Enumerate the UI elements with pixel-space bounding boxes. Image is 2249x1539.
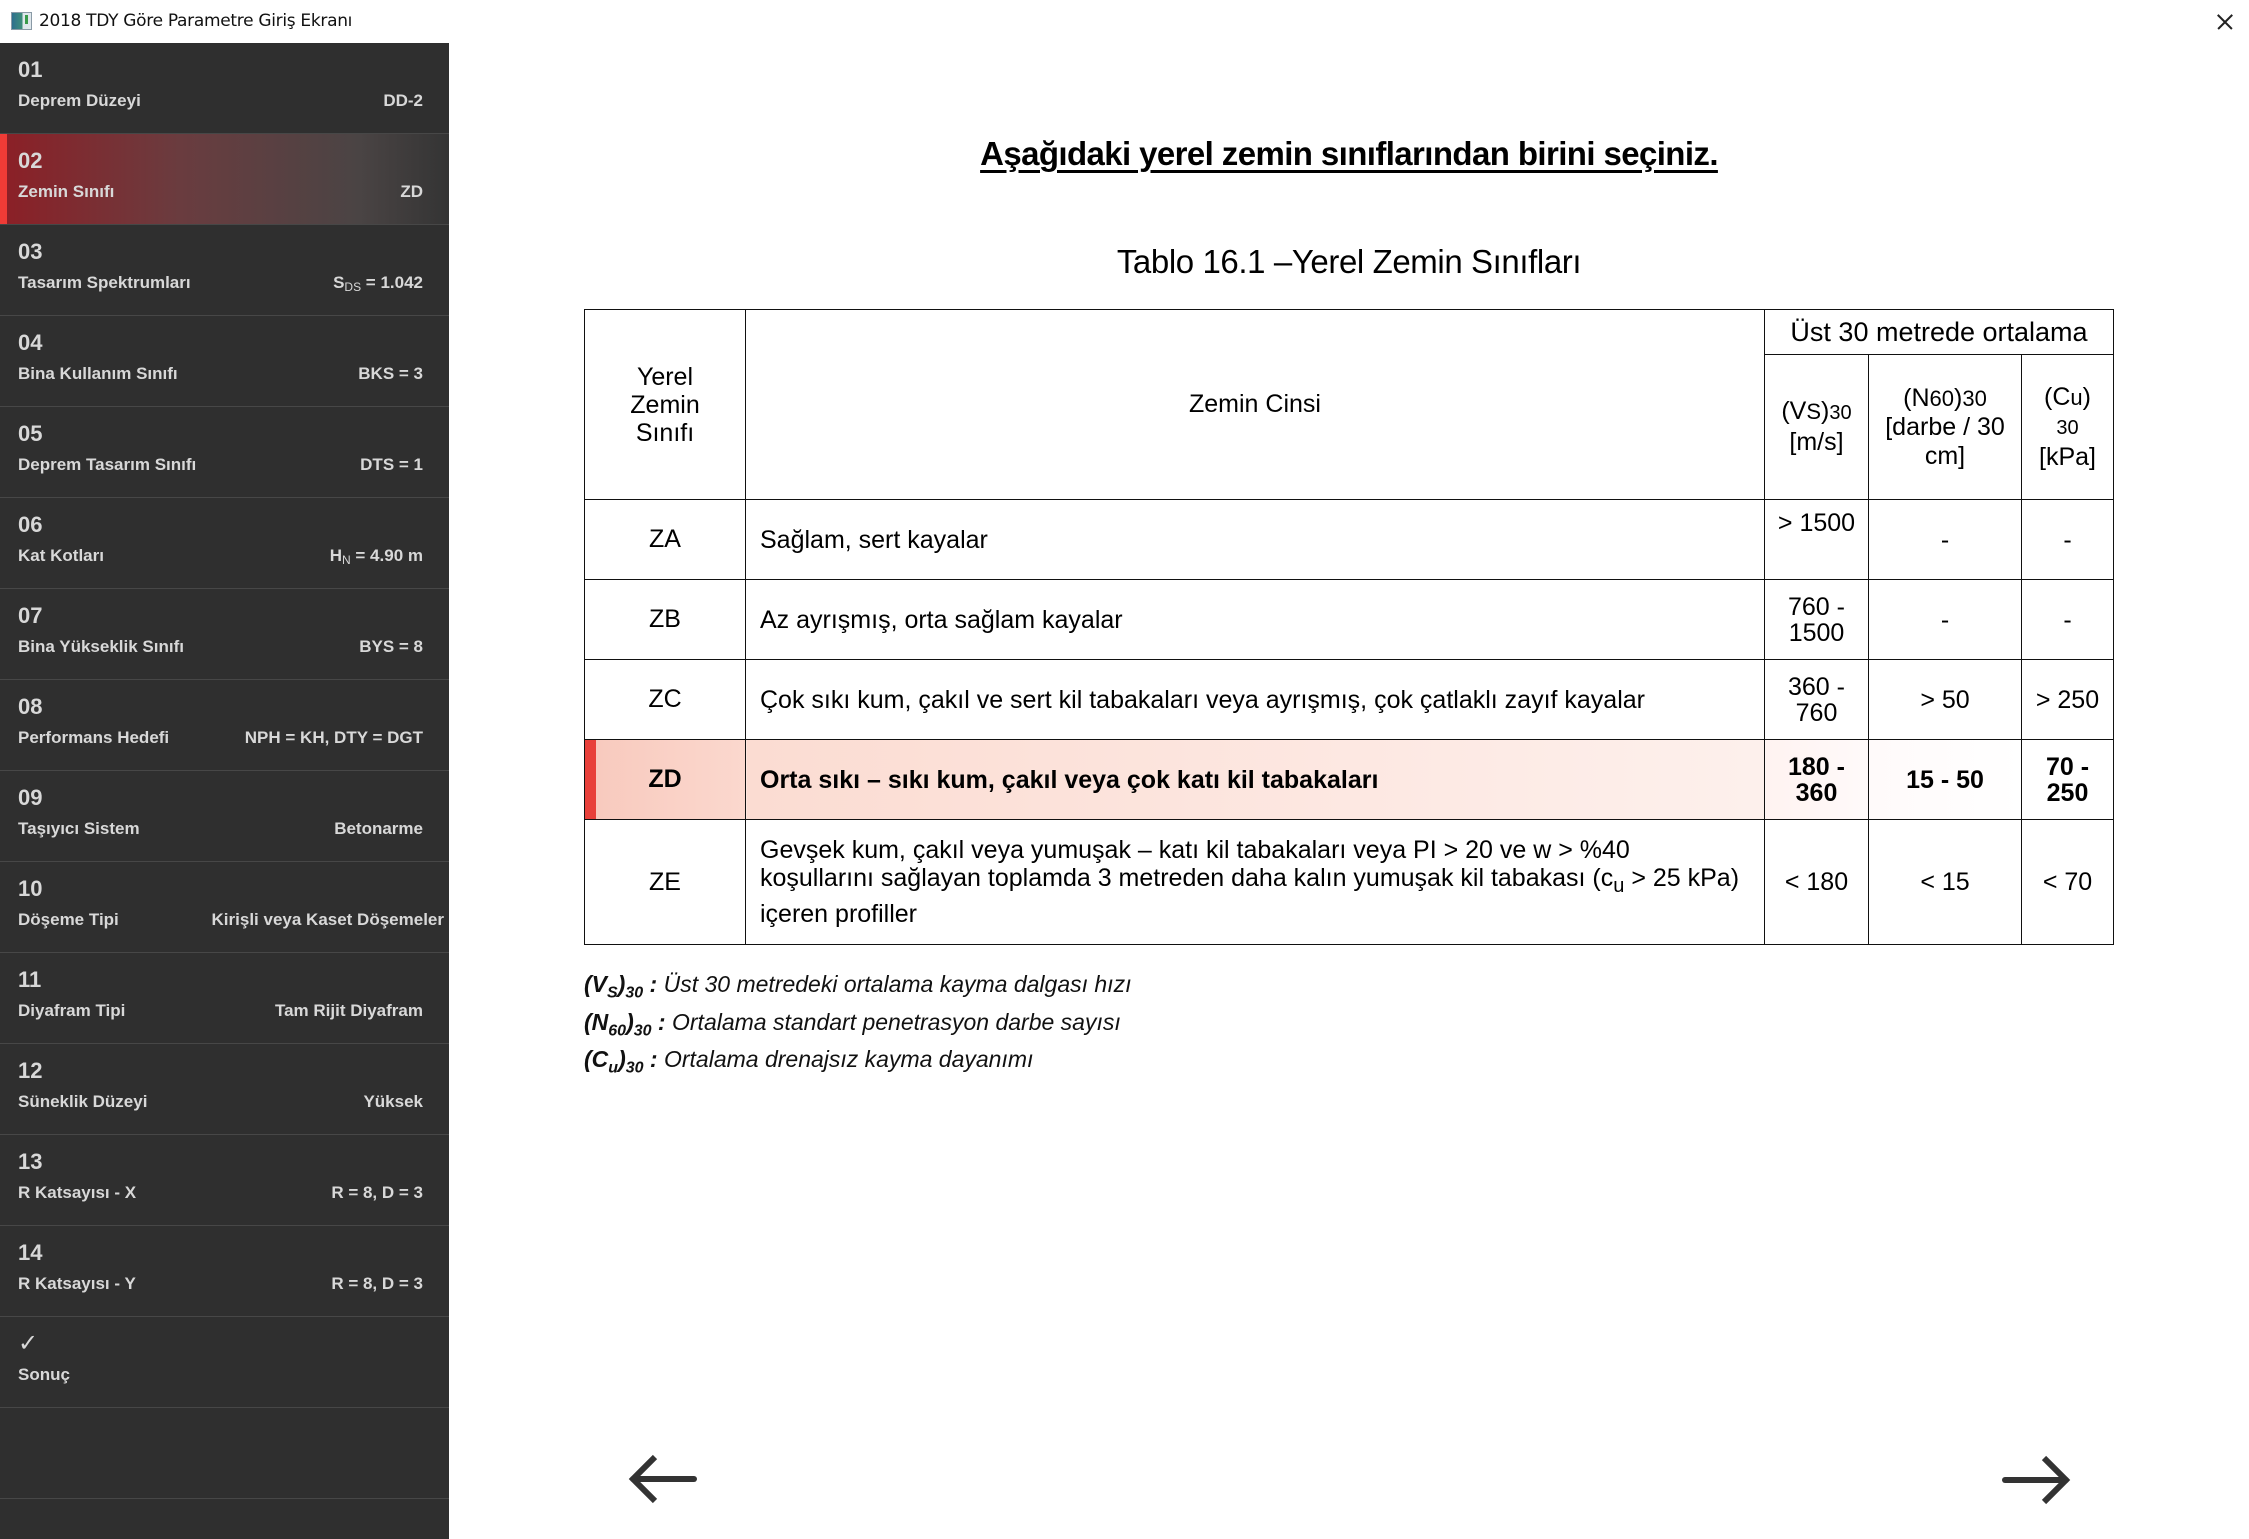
sidebar-item-tasiyici-sistem[interactable] xyxy=(0,771,449,862)
cell-line: > 25 kPa) xyxy=(1624,864,1740,892)
sidebar-item-suneklik-duzeyi[interactable] xyxy=(0,1044,449,1135)
note-text: Ortalama standart penetrasyon darbe sayısı xyxy=(672,1008,1121,1035)
cell-line: 760 - xyxy=(1788,592,1845,621)
instruction-text: Aşağıdaki yerel zemin sınıflarından birini seçiniz. xyxy=(980,135,1718,172)
step-label: Deprem Tasarım Sınıfı xyxy=(18,455,197,474)
cell-description: Orta sıkı – sıkı kum, çakıl veya çok katı kil tabakaları xyxy=(746,740,1765,820)
value-number: = 1.042 xyxy=(361,273,423,292)
step-number: 08 xyxy=(18,694,43,719)
cell-line: 360 xyxy=(1795,778,1838,807)
header-n60-30 xyxy=(1869,355,2022,500)
header-soil-class xyxy=(585,310,746,500)
cell-line: Gevşek kum, çakıl veya yumuşak – katı kil tabakaları veya PI > 20 ve w > %40 xyxy=(760,836,1630,864)
step-number: 11 xyxy=(18,967,42,992)
header-symbol-sub: 30 xyxy=(2056,416,2079,439)
header-unit: [kPa] xyxy=(2039,442,2096,471)
step-number: 14 xyxy=(18,1240,43,1265)
step-number: 12 xyxy=(18,1058,43,1083)
note-symbol: (V xyxy=(584,971,607,997)
sidebar-item-bina-kullanim-sinifi[interactable] xyxy=(0,316,449,407)
step-number: 07 xyxy=(18,603,43,628)
note-separator: : xyxy=(651,1008,672,1035)
note-subscript: 30 xyxy=(625,1059,644,1077)
soil-class-table xyxy=(584,309,2114,945)
cell-cu: - xyxy=(2022,500,2114,580)
sidebar xyxy=(0,43,449,1539)
cell-n60: - xyxy=(1869,500,2022,580)
cell-line: koşullarını sağlayan toplamda 3 metreden daha kalın yumuşak kil tabakası (c xyxy=(760,864,1614,892)
note-text: Üst 30 metredeki ortalama kayma dalgası hızı xyxy=(663,971,1132,997)
cell-class: ZC xyxy=(585,660,746,740)
sidebar-item-bina-yukseklik-sinifi[interactable] xyxy=(0,589,449,680)
step-value: DTS = 1 xyxy=(360,455,423,474)
sidebar-item-zemin-sinifi[interactable] xyxy=(0,134,449,225)
note-separator: : xyxy=(643,1046,664,1073)
step-label: Süneklik Düzeyi xyxy=(18,1092,148,1111)
sidebar-item-r-katsayisi-x[interactable] xyxy=(0,1135,449,1226)
step-label: Deprem Düzeyi xyxy=(18,91,141,110)
sidebar-item-diyafram-tipi[interactable] xyxy=(0,953,449,1044)
note-separator: : xyxy=(643,971,664,997)
step-label: Döşeme Tipi xyxy=(18,910,119,929)
step-label: Bina Yükseklik Sınıfı xyxy=(18,637,184,656)
sidebar-item-kat-kotlari[interactable] xyxy=(0,498,449,589)
arrow-left-icon xyxy=(627,1452,699,1508)
cell-cu: < 70 xyxy=(2022,820,2114,945)
sidebar-item-sonuc[interactable] xyxy=(0,1317,449,1408)
footnote-n60 xyxy=(584,1008,1131,1046)
cell-vs30: < 180 xyxy=(1765,820,1869,945)
step-number: 06 xyxy=(18,512,43,537)
cell-class: ZE xyxy=(585,820,746,945)
step-value: NPH = KH, DTY = DGT xyxy=(244,728,423,747)
cell-class: ZB xyxy=(585,580,746,660)
header-soil-type: Zemin Cinsi xyxy=(746,310,1765,500)
next-button[interactable] xyxy=(2000,1452,2072,1508)
cell-description: Sağlam, sert kayalar xyxy=(746,500,1765,580)
app-icon xyxy=(11,12,32,30)
header-group-average: Üst 30 metrede ortalama xyxy=(1765,310,2114,355)
step-label: Bina Kullanım Sınıfı xyxy=(18,364,178,383)
note-symbol: (N xyxy=(584,1008,609,1035)
step-number: 10 xyxy=(18,876,43,901)
note-symbol: ) xyxy=(618,1046,626,1073)
cell-description xyxy=(746,820,1765,945)
step-number: 09 xyxy=(18,785,43,810)
header-symbol: ) xyxy=(2082,382,2091,411)
sidebar-item-deprem-duzeyi[interactable] xyxy=(0,43,449,134)
close-icon[interactable] xyxy=(2208,7,2240,37)
step-value: R = 8, D = 3 xyxy=(331,1274,423,1293)
step-number: 05 xyxy=(18,421,43,446)
step-label: Kat Kotları xyxy=(18,546,104,565)
step-label: Diyafram Tipi xyxy=(18,1001,126,1020)
table-caption: Tablo 16.1 –Yerel Zemin Sınıfları xyxy=(1116,243,1582,280)
cell-n60: > 50 xyxy=(1869,660,2022,740)
step-label: R Katsayısı - Y xyxy=(18,1274,136,1293)
step-value: Betonarme xyxy=(334,819,423,838)
cell-n60: < 15 xyxy=(1869,820,2022,945)
header-symbol-sub: 30 xyxy=(1962,385,1987,411)
note-text: Ortalama drenajsız kayma dayanımı xyxy=(663,1046,1034,1073)
step-number: 13 xyxy=(18,1149,43,1174)
note-symbol: (C xyxy=(584,1046,609,1073)
table-row-ze[interactable] xyxy=(585,820,2114,945)
cell-line: içeren profiller xyxy=(760,900,918,928)
cell-n60: - xyxy=(1869,580,2022,660)
cell-cu: > 250 xyxy=(2022,660,2114,740)
note-symbol: ) xyxy=(626,1008,634,1035)
sidebar-item-deprem-tasarim-sinifi[interactable] xyxy=(0,407,449,498)
header-symbol: (V xyxy=(1781,397,1807,425)
step-value: Yüksek xyxy=(363,1092,423,1111)
checkmark-icon: ✓ xyxy=(18,1329,39,1357)
cell-vs30: > 1500 xyxy=(1765,500,1869,580)
header-symbol: (N xyxy=(1903,383,1930,412)
note-subscript: 60 xyxy=(608,1022,627,1040)
table-header-row xyxy=(585,310,2114,355)
previous-button[interactable] xyxy=(627,1452,699,1508)
value-number: = 4.90 m xyxy=(350,546,423,565)
cell-line: 250 xyxy=(2046,778,2089,807)
step-value: BKS = 3 xyxy=(358,364,423,383)
step-value xyxy=(333,273,423,294)
value-symbol: S xyxy=(333,273,345,292)
step-value: Kirişli veya Kaset Döşemeler xyxy=(211,910,444,929)
step-value xyxy=(330,546,423,567)
cell-vs30 xyxy=(1765,660,1869,740)
header-symbol-sub: S xyxy=(1806,399,1822,424)
step-label: Zemin Sınıfı xyxy=(18,182,115,201)
arrow-right-icon xyxy=(2000,1452,2072,1508)
cell-cu xyxy=(2022,740,2114,820)
step-value: Tam Rijit Diyafram xyxy=(274,1001,423,1020)
note-subscript: u xyxy=(608,1059,619,1077)
step-label: R Katsayısı - X xyxy=(18,1183,137,1202)
note-subscript: 30 xyxy=(625,984,644,1002)
footnote-cu30 xyxy=(584,1045,1131,1083)
cell-cu: - xyxy=(2022,580,2114,660)
cell-class: ZD xyxy=(585,740,746,820)
cell-line: 180 - xyxy=(1788,752,1845,781)
cell-line: 70 - xyxy=(2045,752,2090,781)
table-footnotes xyxy=(584,970,1131,1083)
step-number: 04 xyxy=(18,330,43,355)
step-number: 03 xyxy=(18,239,43,264)
cell-vs30 xyxy=(1765,580,1869,660)
sidebar-item-doseme-tipi[interactable] xyxy=(0,862,449,953)
header-symbol-sub: 30 xyxy=(1829,402,1852,424)
note-subscript: S xyxy=(607,984,618,1002)
step-number: 01 xyxy=(18,57,43,82)
step-number: 02 xyxy=(18,148,43,173)
header-symbol: ) xyxy=(1954,383,1963,412)
note-symbol: ) xyxy=(617,971,626,997)
header-symbol-sub: 60 xyxy=(1929,385,1955,411)
table-row-zd-selected[interactable] xyxy=(585,740,2114,820)
note-subscript: 30 xyxy=(633,1022,652,1040)
table-row-zb[interactable] xyxy=(585,580,2114,660)
step-value: R = 8, D = 3 xyxy=(331,1183,423,1202)
cell-description: Çok sıkı kum, çakıl ve sert kil tabakaları veya ayrışmış, çok çatlaklı zayıf kayalar xyxy=(746,660,1765,740)
step-value: ZD xyxy=(400,182,423,201)
header-vs30 xyxy=(1765,355,1869,500)
cell-line: 1500 xyxy=(1788,618,1845,647)
header-line: Zemin xyxy=(630,390,700,419)
header-symbol: ) xyxy=(1821,397,1830,425)
header-unit: [darbe / 30 xyxy=(1885,412,2005,441)
cell-n60: 15 - 50 xyxy=(1869,740,2022,820)
value-subscript: N xyxy=(342,553,351,567)
header-line: Sınıfı xyxy=(635,418,695,447)
value-symbol: H xyxy=(329,546,343,565)
step-label: Sonuç xyxy=(18,1365,70,1384)
table-row-za[interactable] xyxy=(585,500,2114,580)
table-row-zc[interactable] xyxy=(585,660,2114,740)
step-value: DD-2 xyxy=(383,91,423,110)
instruction-heading xyxy=(449,135,2249,173)
header-symbol: (C xyxy=(2044,382,2071,411)
header-cu30 xyxy=(2022,355,2114,500)
step-label: Performans Hedefi xyxy=(18,728,170,747)
sidebar-item-performans-hedefi[interactable] xyxy=(0,680,449,771)
header-unit: [m/s] xyxy=(1789,428,1844,456)
value-subscript: DS xyxy=(344,280,362,294)
cell-description: Az ayrışmış, orta sağlam kayalar xyxy=(746,580,1765,660)
sidebar-item-r-katsayisi-y[interactable] xyxy=(0,1226,449,1317)
footnote-vs30 xyxy=(584,970,1131,1008)
step-label: Tasarım Spektrumları xyxy=(18,273,191,292)
sidebar-item-tasarim-spektrumlari[interactable] xyxy=(0,225,449,316)
window-title: 2018 TDY Göre Parametre Giriş Ekranı xyxy=(39,11,353,31)
cell-line: 760 xyxy=(1795,698,1838,727)
title-bar xyxy=(0,0,2249,43)
step-label: Taşıyıcı Sistem xyxy=(18,819,140,838)
header-line: Yerel xyxy=(636,362,694,391)
sidebar-empty-slot xyxy=(0,1408,449,1499)
cell-class: ZA xyxy=(585,500,746,580)
header-symbol-sub: u xyxy=(2070,384,2083,410)
cell-line: 360 - xyxy=(1788,672,1845,701)
step-value: BYS = 8 xyxy=(359,637,423,656)
cell-subscript: u xyxy=(1613,875,1625,897)
header-unit: cm] xyxy=(1924,441,1966,470)
cell-vs30 xyxy=(1765,740,1869,820)
